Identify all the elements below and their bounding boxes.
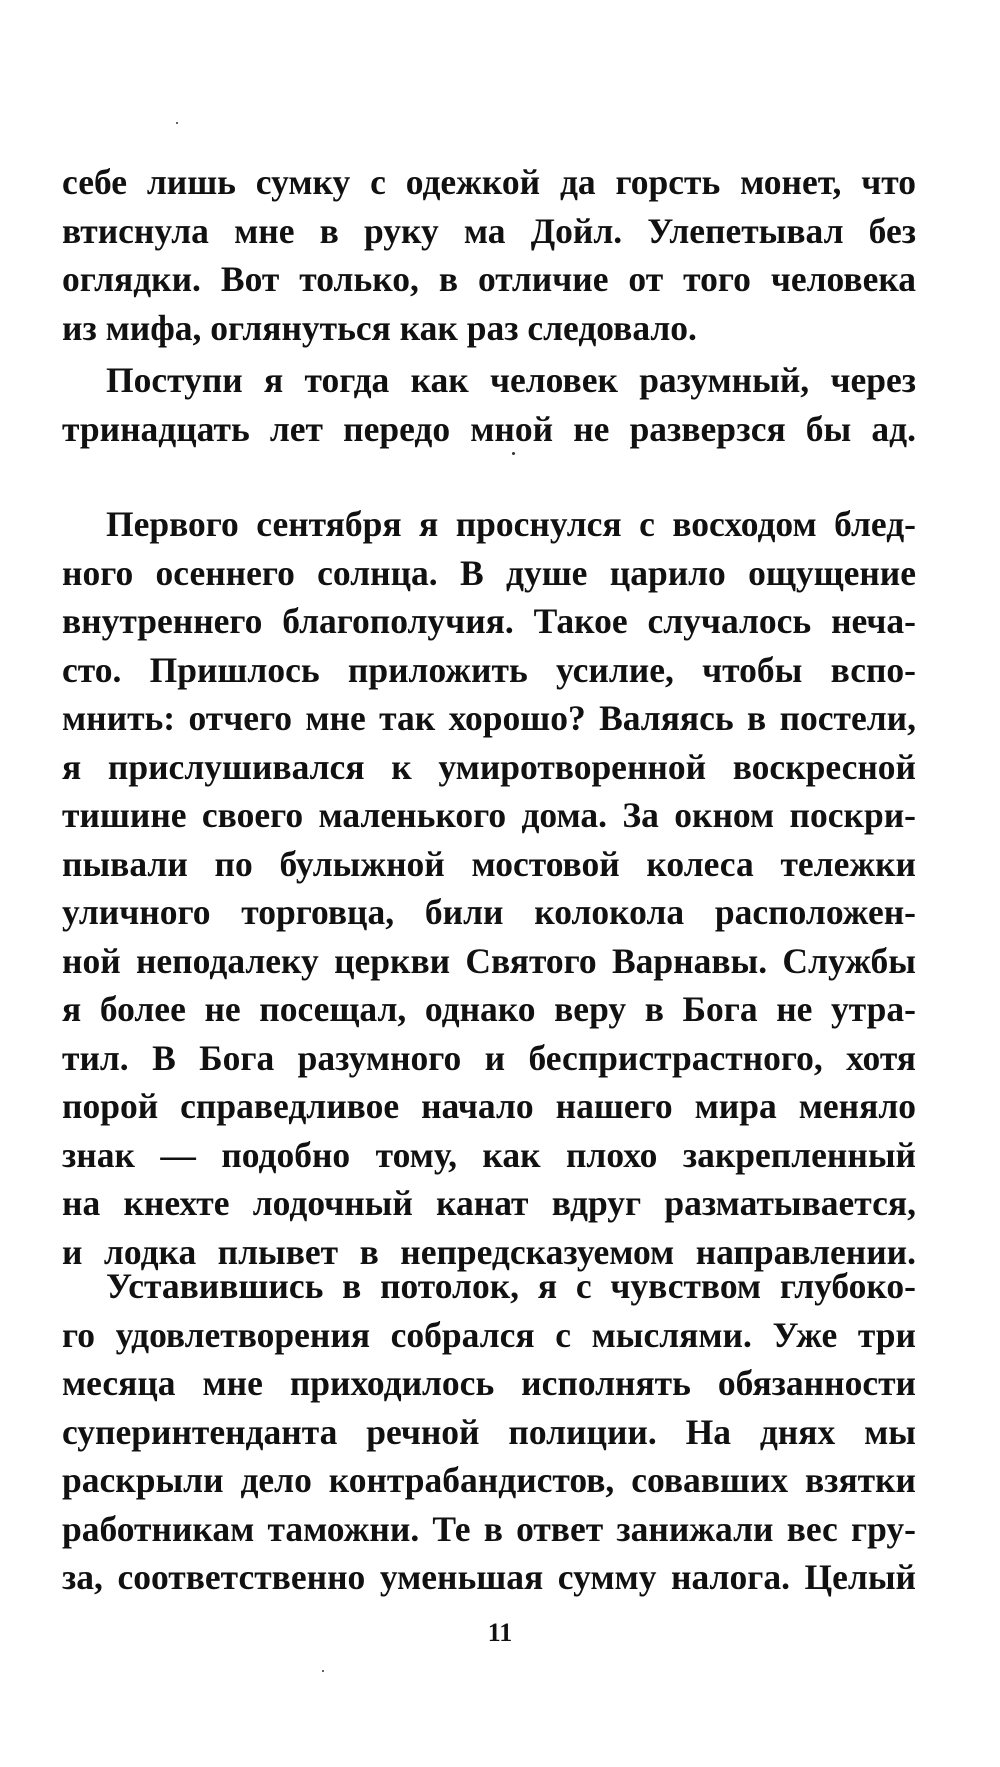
text-line: Первого сентября я проснулся с восходом блед- xyxy=(106,504,916,544)
scan-speck xyxy=(322,1670,324,1672)
text-line: суперинтенданта речной полиции. На днях мы xyxy=(62,1411,916,1452)
text-line: работникам таможни. Те в ответ занижали вес гру- xyxy=(62,1508,916,1549)
text-line: оглядки. Вот только, в отличие от того человека xyxy=(62,259,916,299)
paragraph-ceiling xyxy=(62,1262,916,1602)
paragraph-continuation xyxy=(62,158,916,352)
text-line: себе лишь сумку с одежкой да горсть монет, что xyxy=(62,162,916,202)
paragraph-september xyxy=(62,500,916,1276)
text-line: ного осеннего солнца. В душе царило ощущение xyxy=(62,552,916,593)
text-line: из мифа, оглянуться как раз следовало. xyxy=(62,307,697,348)
page-number: 11 xyxy=(487,1618,513,1647)
text-line: тринадцать лет передо мной не разверзся бы ад. xyxy=(62,408,916,449)
text-line: го удовлетворения собрался с мыслями. Уже три xyxy=(62,1314,916,1355)
text-line: порой справедливое начало нашего мира меняло xyxy=(62,1086,916,1126)
scan-speck xyxy=(176,122,178,124)
text-line: знак — подобно тому, как плохо закрепленный xyxy=(62,1134,916,1175)
scan-speck xyxy=(512,452,515,455)
text-line: Поступи я тогда как человек разумный, через xyxy=(106,360,916,400)
text-line: тил. В Бога разумного и беспристрастного, хотя xyxy=(62,1037,916,1078)
text-line: я более не посещал, однако веру в Бога не утра- xyxy=(62,989,916,1029)
text-line: тишине своего маленького дома. За окном поскри- xyxy=(62,795,916,835)
text-line: ной неподалеку церкви Святого Варнавы. Службы xyxy=(62,940,916,981)
text-line: я прислушивался к умиротворенной воскресной xyxy=(62,746,916,787)
text-line: месяца мне приходилось исполнять обязанности xyxy=(62,1363,916,1403)
paragraph-decision xyxy=(62,356,916,453)
text-line: втиснула мне в руку ма Дойл. Улепетывал без xyxy=(62,210,916,251)
text-line: Уставившись в потолок, я с чувством глубоко- xyxy=(106,1266,916,1306)
text-line: внутреннего благополучия. Такое случалось неча- xyxy=(62,601,916,641)
text-line: раскрыли дело контрабандистов, совавших взятки xyxy=(62,1460,916,1500)
text-line: за, соответственно уменьшая сумму налога. Целый xyxy=(62,1557,916,1597)
text-line: уличного торговца, били колокола расположен- xyxy=(62,892,916,932)
text-line: сто. Пришлось приложить усилие, чтобы вспо- xyxy=(62,649,916,690)
text-line: на кнехте лодочный канат вдруг разматывается, xyxy=(62,1183,916,1223)
text-line: и лодка плывет в непредсказуемом направлении. xyxy=(62,1231,916,1272)
text-line: пывали по булыжной мостовой колеса тележки xyxy=(62,843,916,884)
text-line: мнить: отчего мне так хорошо? Валяясь в постели, xyxy=(62,698,916,738)
